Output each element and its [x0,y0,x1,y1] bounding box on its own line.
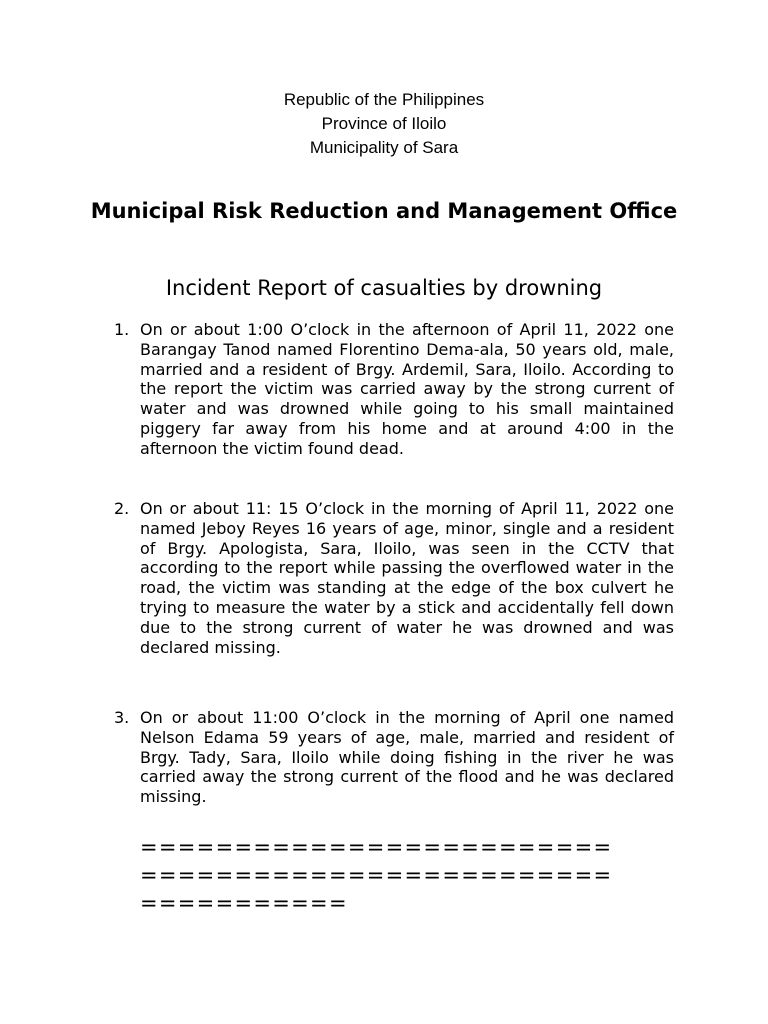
separator-line-1: ========================= [140,835,613,859]
country-line: Republic of the Philippines [283,90,485,109]
incident-item-text: On or about 11: 15 O’clock in the morning of April 11, 2022 one named Jeboy Reyes 16 years of age, minor, single and a resident of Brgy. Apologista, Sara, Iloilo, was seen in the CCTV that according to the report while passing the overflowed water in the road, the victim was standing at the edge of the box culvert he trying to measure the water by a stick and accidentally fell down due to the strong current of water he was drowned and was declared missing. [140,499,674,657]
incident-item-1 [114,320,674,459]
separator-line-3: =========== [140,891,348,915]
incident-item-number: 2. [114,499,130,518]
incident-item-number: 1. [114,320,130,339]
municipality-line: Municipality of Sara [309,138,459,157]
office-title: Municipal Risk Reduction and Management Office [90,199,678,223]
incident-item-3 [114,708,674,807]
incident-item-text: On or about 1:00 O’clock in the afternoon of April 11, 2022 one Barangay Tanod named Florentino Dema-ala, 50 years old, male, married and a resident of Brgy. Ardemil, Sara, Iloilo. According to the report the victim was carried away by the strong current of water and was drowned while going to his small maintained piggery far away from his home and at around 4:00 in the afternoon the victim found dead. [140,320,674,458]
province-line: Province of Iloilo [321,114,447,133]
incident-item-2 [114,499,674,657]
incident-item-number: 3. [114,708,130,727]
separator-line-2: ========================= [140,863,613,887]
end-separator [140,833,670,917]
document-header [0,88,768,160]
incident-item-text: On or about 11:00 O’clock in the morning of April one named Nelson Edama 59 years of age, male, married and resident of Brgy. Tady, Sara, Iloilo while doing fishing in the river he was carried away the strong current of the flood and he was declared missing. [140,708,674,807]
report-title: Incident Report of casualties by drowning [165,276,603,300]
